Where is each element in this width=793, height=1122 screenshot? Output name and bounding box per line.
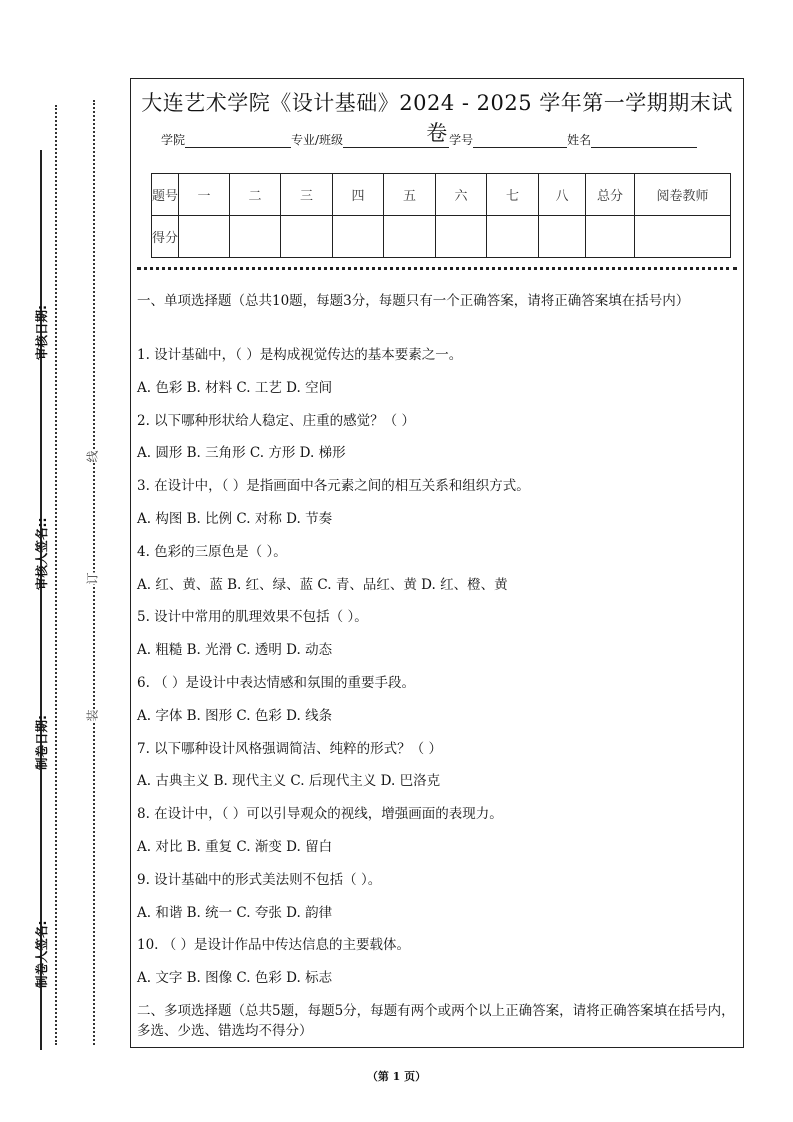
header-cell: 三 [281,174,333,216]
score-cell[interactable] [179,216,230,258]
exam-title: 大连艺术学院《设计基础》2024 - 2025 学年第一学期期末试卷 [141,91,733,145]
maker-date-label: 制卷日期: [34,715,49,770]
college-label: 学院 [161,133,186,147]
reviewer-signature-label: 审核人签名:: [34,517,49,590]
score-table [151,173,731,258]
question-options: A. 圆形 B. 三角形 C. 方形 D. 梯形 [137,445,346,462]
header-cell: 八 [539,174,586,216]
header-cell: 一 [179,174,230,216]
header-cell: 阅卷教师 [635,174,731,216]
id-field[interactable] [473,133,567,148]
score-cell[interactable] [635,216,731,258]
score-cell[interactable] [230,216,281,258]
margin-line [40,150,42,1050]
score-cell[interactable] [487,216,539,258]
section-1-heading: 一、单项选择题（总共10题，每题3分，每题只有一个正确答案，请将正确答案填在括号内） [137,293,690,309]
major-field[interactable] [343,133,449,148]
bind-mark-ding: 订 [85,572,100,585]
header-cell: 四 [333,174,384,216]
header-cell: 六 [436,174,487,216]
header-cell: 二 [230,174,281,216]
question-text: 8. 在设计中，（ ）可以引导观众的视线，增强画面的表现力。 [137,806,503,823]
name-label: 姓名 [567,133,592,147]
exam-frame [130,78,744,1048]
question-options: A. 古典主义 B. 现代主义 C. 后现代主义 D. 巴洛克 [137,773,441,790]
question-text: 9. 设计基础中的形式美法则不包括（ ）。 [137,871,382,888]
binding-dotted-line [55,105,57,1045]
score-cell[interactable] [384,216,436,258]
header-cell: 七 [487,174,539,216]
question-text: 2. 以下哪种形状给人稳定、庄重的感觉？（ ） [137,412,415,429]
question-options: A. 红、黄、蓝 B. 红、绿、蓝 C. 青、品红、黄 D. 红、橙、黄 [137,576,508,593]
college-field[interactable] [185,133,291,148]
student-info [161,131,697,148]
header-cell: 题号 [152,174,179,216]
score-cell[interactable] [586,216,635,258]
score-cell[interactable] [539,216,586,258]
question-options: A. 构图 B. 比例 C. 对称 D. 节奏 [137,510,333,527]
question-text: 3. 在设计中，（ ）是指画面中各元素之间的相互关系和组织方式。 [137,478,530,495]
question-text: 5. 设计中常用的肌理效果不包括（ ）。 [137,609,368,626]
question-options: A. 文字 B. 图像 C. 色彩 D. 标志 [137,970,333,987]
score-cell[interactable] [281,216,333,258]
score-cell[interactable] [436,216,487,258]
row-label: 得分 [152,216,179,258]
page-number: （第 1 页） [366,1070,427,1083]
question-text: 4. 色彩的三原色是（ ）。 [137,543,287,560]
major-label: 专业/班级 [291,133,344,147]
question-text: 10. （ ）是设计作品中传达信息的主要载体。 [137,937,411,954]
question-text: 7. 以下哪种设计风格强调简洁、纯粹的形式？（ ） [137,740,442,757]
maker-signature-label: 制卷人签名: [34,920,49,988]
question-options: A. 色彩 B. 材料 C. 工艺 D. 空间 [137,379,333,396]
question-text: 1. 设计基础中，（ ）是构成视觉传达的基本要素之一。 [137,347,463,363]
dotted-divider [137,267,737,270]
question-options: A. 字体 B. 图形 C. 色彩 D. 线条 [137,707,333,724]
bind-mark-zhuang: 装 [85,709,100,722]
section-2-heading: 二、多项选择题（总共5题，每题5分，每题有两个或两个以上正确答案，请将正确答案填在括号内，多选、少选、错选均不得分） [137,1002,735,1039]
header-cell: 总分 [586,174,635,216]
question-list [137,291,739,1055]
bind-mark-xian: 线 [85,450,100,463]
name-field[interactable] [591,133,697,148]
question-options: A. 对比 B. 重复 C. 渐变 D. 留白 [137,838,333,855]
score-cell[interactable] [333,216,384,258]
header-cell: 五 [384,174,436,216]
question-options: A. 和谐 B. 统一 C. 夸张 D. 韵律 [137,904,333,921]
question-options: A. 粗糙 B. 光滑 C. 透明 D. 动态 [137,642,333,659]
review-date-label: 审核日期: [34,305,49,360]
id-label: 学号 [449,133,474,147]
question-text: 6. （ ）是设计中表达情感和氛围的重要手段。 [137,674,415,691]
